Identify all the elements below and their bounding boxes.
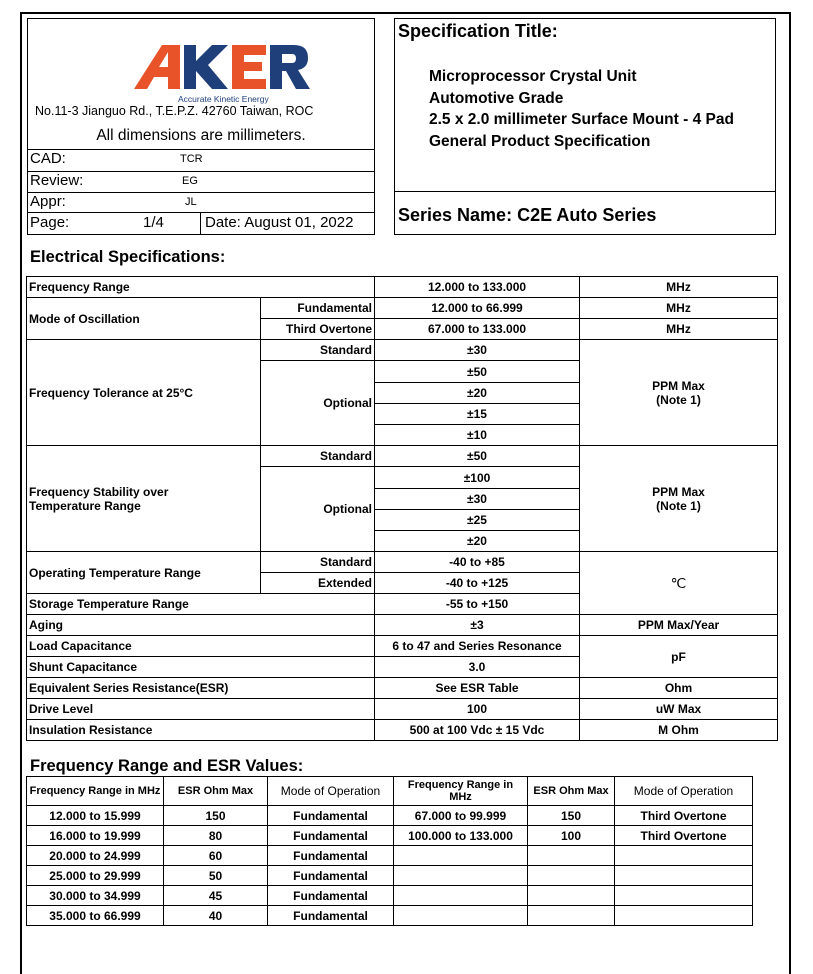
mode-ot-unit: MHz: [580, 319, 778, 340]
cell: Fundamental: [268, 826, 394, 846]
cell: 30.000 to 34.999: [27, 886, 164, 906]
op-temp-extended-label: Extended: [261, 573, 375, 594]
mode-fund-label: Fundamental: [261, 298, 375, 319]
table-row: [27, 615, 778, 636]
freq-range-unit: MHz: [580, 277, 778, 298]
esr-label: Equivalent Series Resistance(ESR): [27, 678, 375, 699]
mode-label: Mode of Oscillation: [27, 298, 261, 340]
cell: 100.000 to 133.000: [394, 826, 528, 846]
freq-range-label: Frequency Range: [27, 277, 375, 298]
spec-line: 2.5 x 2.0 millimeter Surface Mount - 4 Pad: [429, 111, 734, 128]
op-temp-label: Operating Temperature Range: [27, 552, 261, 594]
tolerance-optional-value: ±10: [375, 425, 580, 446]
op-temp-standard-value: -40 to +85: [375, 552, 580, 573]
page-value: 1/4: [143, 214, 164, 231]
header-freq-range: Frequency Range in MHz: [27, 777, 164, 806]
op-temp-standard-label: Standard: [261, 552, 375, 573]
table-row: [27, 720, 778, 741]
review-label: Review:: [30, 172, 84, 189]
drive-value: 100: [375, 699, 580, 720]
series-divider: [395, 191, 775, 192]
spec-line: Microprocessor Crystal Unit: [429, 68, 637, 85]
cell: 100: [528, 826, 615, 846]
cell: 80: [164, 826, 268, 846]
spec-line: General Product Specification: [429, 132, 651, 150]
cell: 12.000 to 15.999: [27, 806, 164, 826]
cell: [394, 886, 528, 906]
appr-label: Appr:: [30, 193, 66, 210]
table-row: [27, 699, 778, 720]
tolerance-standard-value: ±30: [375, 340, 580, 361]
tolerance-unit-line: PPM Max: [652, 378, 705, 393]
tolerance-unit: [580, 340, 778, 446]
tolerance-standard-label: Standard: [261, 340, 375, 361]
cell: Third Overtone: [615, 826, 753, 846]
table-row: [27, 298, 778, 319]
stability-unit-line: PPM Max: [652, 484, 705, 499]
cell: 45: [164, 886, 268, 906]
shunt-cap-value: 3.0: [375, 657, 580, 678]
page-label: Page:: [30, 214, 70, 231]
table-row: [27, 446, 778, 467]
aging-unit: PPM Max/Year: [580, 615, 778, 636]
cell: Fundamental: [268, 886, 394, 906]
esr-value: See ESR Table: [375, 678, 580, 699]
tolerance-optional-value: ±50: [375, 361, 580, 383]
header-mode: Mode of Operation: [615, 777, 753, 806]
temperature-unit: ℃: [580, 552, 778, 615]
esr-table-title: Frequency Range and ESR Values:: [30, 757, 304, 775]
cell: 150: [528, 806, 615, 826]
cad-label: CAD:: [30, 150, 66, 167]
spec-title-block: [394, 18, 776, 235]
cell: Third Overtone: [615, 806, 753, 826]
cad-value: TCR: [180, 153, 203, 165]
electrical-title: Electrical Specifications:: [30, 248, 226, 266]
aker-logo: [128, 39, 318, 109]
tolerance-optional-label: Optional: [261, 361, 375, 446]
table-row: [27, 552, 778, 573]
cell: 50: [164, 866, 268, 886]
esr-values-table: [26, 776, 753, 926]
load-cap-label: Load Capacitance: [27, 636, 375, 657]
stability-label-line: Temperature Range: [29, 498, 141, 513]
tolerance-unit-note: (Note 1): [656, 392, 701, 407]
header-mode: Mode of Operation: [268, 777, 394, 806]
tolerance-optional-value: ±15: [375, 404, 580, 425]
company-info-block: [27, 18, 375, 235]
cell: [528, 906, 615, 926]
shunt-cap-label: Shunt Capacitance: [27, 657, 375, 678]
cell: 16.000 to 19.999: [27, 826, 164, 846]
table-row: [27, 277, 778, 298]
stability-optional-value: ±30: [375, 489, 580, 510]
mode-fund-value: 12.000 to 66.999: [375, 298, 580, 319]
table-row: [27, 866, 753, 886]
mode-ot-label: Third Overtone: [261, 319, 375, 340]
cell: 35.000 to 66.999: [27, 906, 164, 926]
cell: Fundamental: [268, 906, 394, 926]
table-row: [27, 678, 778, 699]
date-divider: [200, 212, 201, 234]
table-row: [27, 906, 753, 926]
company-address: No.11-3 Jianguo Rd., T.E.P.Z. 42760 Taiwan, ROC: [35, 104, 314, 118]
stability-unit-note: (Note 1): [656, 498, 701, 513]
spec-title-lines: [429, 66, 734, 152]
cell: [528, 866, 615, 886]
insulation-unit: M Ohm: [580, 720, 778, 741]
series-name: Series Name: C2E Auto Series: [398, 205, 657, 225]
stability-standard-label: Standard: [261, 446, 375, 467]
cell: [615, 886, 753, 906]
load-cap-value: 6 to 47 and Series Resonance: [375, 636, 580, 657]
table-row: [27, 636, 778, 657]
storage-value: -55 to +150: [375, 594, 580, 615]
dimensions-note: All dimensions are millimeters.: [96, 127, 306, 144]
op-temp-extended-value: -40 to +125: [375, 573, 580, 594]
stability-unit: [580, 446, 778, 552]
freq-range-value: 12.000 to 133.000: [375, 277, 580, 298]
aging-value: ±3: [375, 615, 580, 636]
date: Date: August 01, 2022: [205, 214, 354, 231]
cell: 25.000 to 29.999: [27, 866, 164, 886]
cell: Fundamental: [268, 806, 394, 826]
cell: 67.000 to 99.999: [394, 806, 528, 826]
cell: [528, 846, 615, 866]
cell: [394, 906, 528, 926]
cell: [528, 886, 615, 906]
table-header-row: [27, 777, 753, 806]
spec-title-label: Specification Title:: [398, 21, 558, 41]
cell: Fundamental: [268, 846, 394, 866]
capacitance-unit: pF: [580, 636, 778, 678]
tolerance-label: Frequency Tolerance at 25°C: [27, 340, 261, 446]
insulation-value: 500 at 100 Vdc ± 15 Vdc: [375, 720, 580, 741]
cell: 150: [164, 806, 268, 826]
storage-label: Storage Temperature Range: [27, 594, 375, 615]
aging-label: Aging: [27, 615, 375, 636]
tolerance-optional-value: ±20: [375, 383, 580, 404]
mode-fund-unit: MHz: [580, 298, 778, 319]
row-divider: [28, 149, 374, 150]
stability-optional-label: Optional: [261, 467, 375, 552]
esr-unit: Ohm: [580, 678, 778, 699]
stability-label-line: Frequency Stability over: [29, 484, 169, 499]
header-freq-range: Frequency Range in MHz: [394, 777, 528, 806]
mode-ot-value: 67.000 to 133.000: [375, 319, 580, 340]
insulation-label: Insulation Resistance: [27, 720, 375, 741]
cell: [615, 846, 753, 866]
electrical-spec-table: [26, 276, 778, 741]
table-row: [27, 846, 753, 866]
table-row: [27, 806, 753, 826]
header-esr: ESR Ohm Max: [528, 777, 615, 806]
drive-unit: uW Max: [580, 699, 778, 720]
cell: 60: [164, 846, 268, 866]
review-value: EG: [182, 175, 198, 187]
drive-label: Drive Level: [27, 699, 375, 720]
table-row: [27, 826, 753, 846]
appr-value: JL: [185, 196, 197, 208]
stability-label: [27, 446, 261, 552]
stability-optional-value: ±100: [375, 467, 580, 489]
cell: [394, 866, 528, 886]
cell: [615, 906, 753, 926]
cell: 20.000 to 24.999: [27, 846, 164, 866]
header-esr: ESR Ohm Max: [164, 777, 268, 806]
spec-line: Automotive Grade: [429, 89, 564, 107]
logo-tagline: Accurate Kinetic Energy: [178, 94, 269, 104]
stability-optional-value: ±20: [375, 531, 580, 552]
table-row: [27, 886, 753, 906]
table-row: [27, 340, 778, 361]
row-divider: [28, 212, 374, 213]
cell: 40: [164, 906, 268, 926]
cell: Fundamental: [268, 866, 394, 886]
cell: [394, 846, 528, 866]
cell: [615, 866, 753, 886]
stability-optional-value: ±25: [375, 510, 580, 531]
row-divider: [28, 192, 374, 193]
stability-standard-value: ±50: [375, 446, 580, 467]
